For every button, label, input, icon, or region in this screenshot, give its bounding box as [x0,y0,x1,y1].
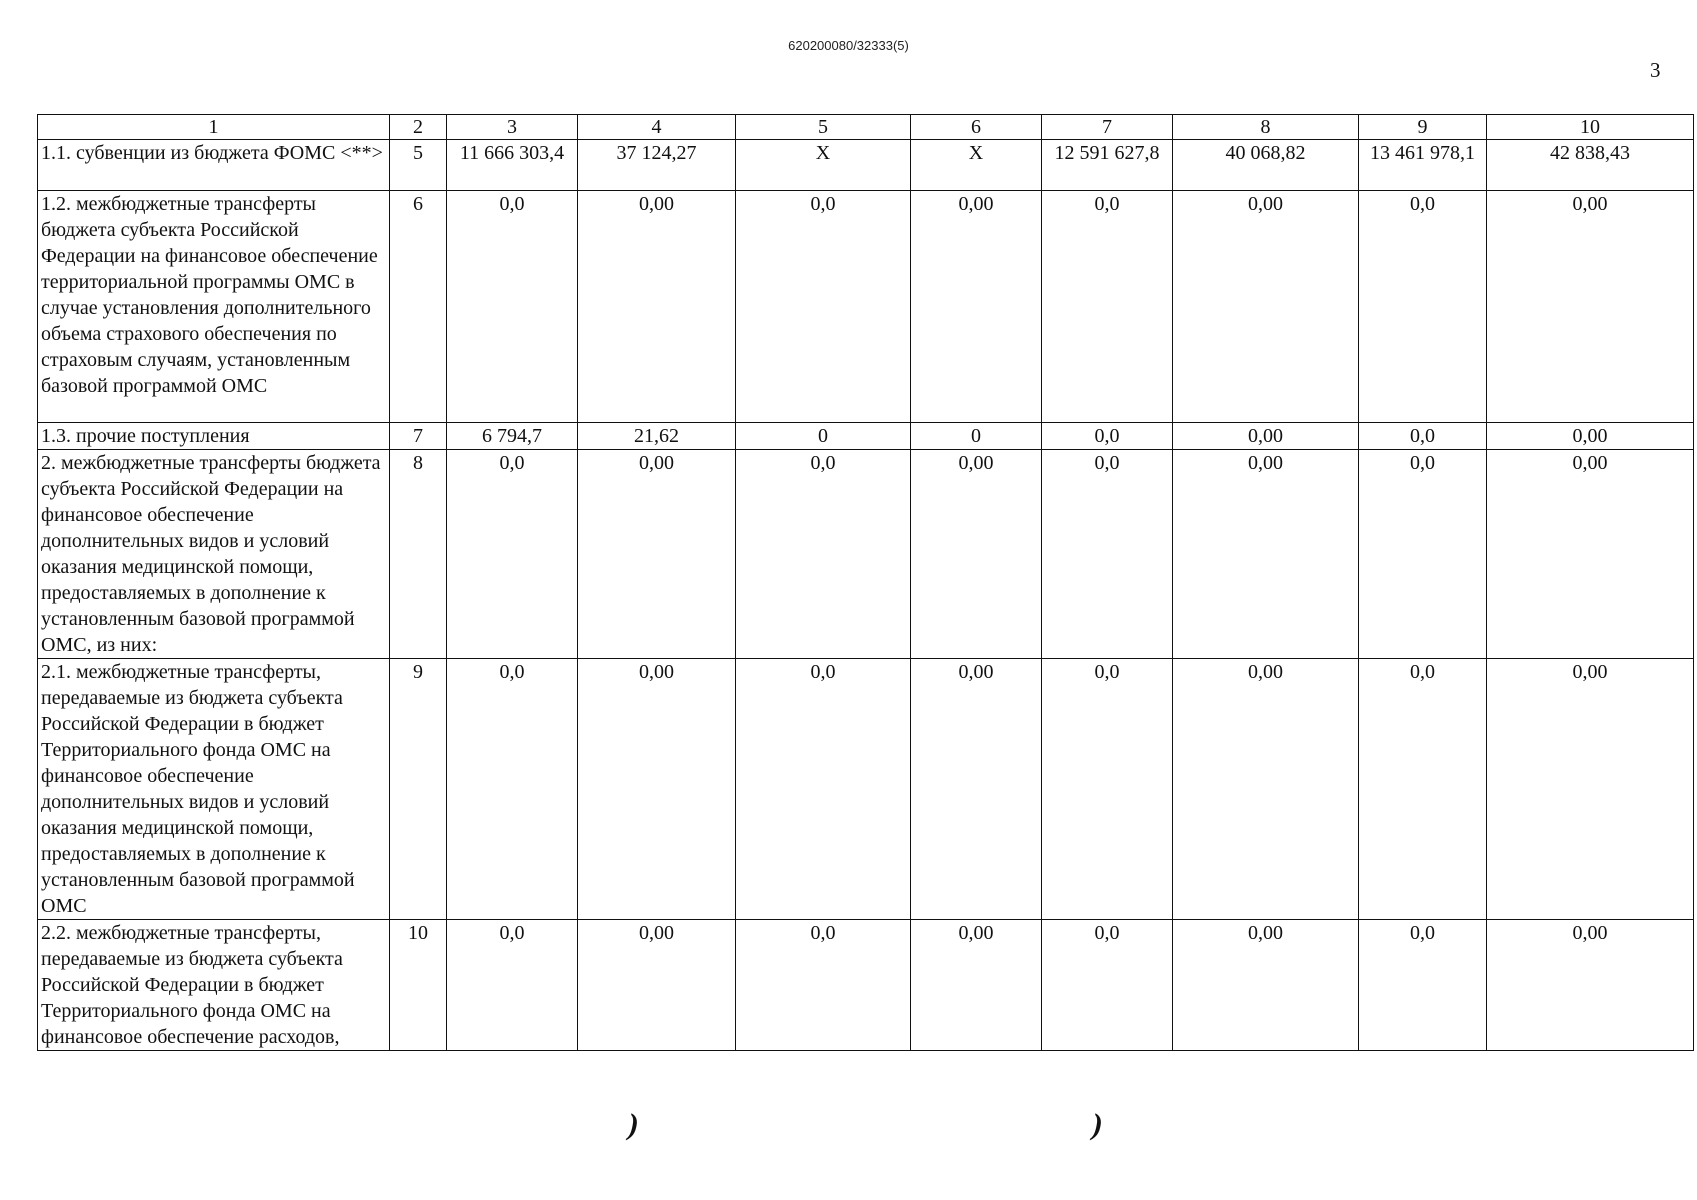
table-cell: 0,0 [1359,423,1487,450]
table-cell: 0,00 [1487,920,1694,1051]
row-description: 1.2. межбюджетные трансферты бюджета субъекта Российской Федерации на финансовое обеспечение территориальной программы ОМС в случае установления дополнительного объема страхового обеспечения по страховым случаям, установленным базовой программой ОМС [38,191,390,423]
row-description: 2.2. межбюджетные трансферты, передаваемые из бюджета субъекта Российской Федерации в бюджет Территориального фонда ОМС на финансовое обеспечение расходов, [38,920,390,1051]
table-cell: 42 838,43 [1487,140,1694,191]
table-cell: 21,62 [578,423,736,450]
row-line-number: 5 [390,140,447,191]
document-id: 620200080/32333(5) [788,38,909,53]
table-cell: 6 794,7 [447,423,578,450]
table-cell: X [736,140,911,191]
table-row [38,920,1694,1051]
financial-table [37,114,1694,1051]
table-cell: 0,0 [736,450,911,659]
table-cell: 0,00 [911,450,1042,659]
row-line-number: 9 [390,659,447,920]
table-cell: 0,0 [1359,920,1487,1051]
row-line-number: 7 [390,423,447,450]
handwritten-mark: ) [624,1108,642,1141]
table-cell: 37 124,27 [578,140,736,191]
table-cell: 0,00 [578,191,736,423]
table-cell: 0,0 [736,920,911,1051]
table-cell: 0,00 [911,191,1042,423]
table-cell: 0,0 [447,659,578,920]
row-description: 2. межбюджетные трансферты бюджета субъекта Российской Федерации на финансовое обеспечение дополнительных видов и условий оказания медицинской помощи, предоставляемых в дополнение к установленным базовой программой ОМС, из них: [38,450,390,659]
table-cell: 0,0 [1042,191,1173,423]
table-cell: 0,0 [1359,450,1487,659]
row-line-number: 8 [390,450,447,659]
table-cell: 0 [736,423,911,450]
table-cell: 0,0 [1042,659,1173,920]
table-row [38,423,1694,450]
column-header: 7 [1042,115,1173,140]
table-cell: 40 068,82 [1173,140,1359,191]
table-cell: 0,00 [1487,659,1694,920]
handwritten-mark: ) [1088,1108,1106,1141]
column-header: 8 [1173,115,1359,140]
table-cell: 0,00 [1487,191,1694,423]
table-row [38,659,1694,920]
row-description: 1.1. субвенции из бюджета ФОМС <**> [38,140,390,191]
table-cell: 0,00 [578,450,736,659]
table-row [38,450,1694,659]
column-header: 6 [911,115,1042,140]
table-cell: 0,0 [1359,191,1487,423]
column-header: 3 [447,115,578,140]
table-cell: 0,0 [447,450,578,659]
table-cell: 0,00 [911,920,1042,1051]
table-cell: 0,0 [447,920,578,1051]
table-cell: 0,00 [1173,450,1359,659]
table-cell: 11 666 303,4 [447,140,578,191]
table-cell: 0,0 [736,659,911,920]
column-number-row [38,115,1694,140]
table-cell: X [911,140,1042,191]
table-cell: 13 461 978,1 [1359,140,1487,191]
table-cell: 0,0 [1042,920,1173,1051]
table-cell: 0 [911,423,1042,450]
table-cell: 0,00 [578,920,736,1051]
row-line-number: 6 [390,191,447,423]
table-cell: 0,00 [911,659,1042,920]
table-cell: 0,00 [1173,423,1359,450]
row-description: 1.3. прочие поступления [38,423,390,450]
table-cell: 0,0 [1042,450,1173,659]
table-cell: 0,0 [736,191,911,423]
table-cell: 0,00 [1173,659,1359,920]
page-number: 3 [1650,58,1661,82]
column-header: 1 [38,115,390,140]
table-cell: 0,00 [1173,920,1359,1051]
table-cell: 12 591 627,8 [1042,140,1173,191]
table-cell: 0,00 [578,659,736,920]
column-header: 5 [736,115,911,140]
column-header: 4 [578,115,736,140]
table-row [38,140,1694,191]
column-header: 10 [1487,115,1694,140]
column-header: 2 [390,115,447,140]
table-cell: 0,00 [1173,191,1359,423]
row-line-number: 10 [390,920,447,1051]
table-cell: 0,0 [447,191,578,423]
table-cell: 0,0 [1042,423,1173,450]
row-description: 2.1. межбюджетные трансферты, передаваемые из бюджета субъекта Российской Федерации в бюджет Территориального фонда ОМС на финансовое обеспечение дополнительных видов и условий оказания медицинской помощи, предоставляемых в дополнение к установленным базовой программой ОМС [38,659,390,920]
table-row [38,191,1694,423]
table-cell: 0,0 [1359,659,1487,920]
column-header: 9 [1359,115,1487,140]
table-cell: 0,00 [1487,423,1694,450]
table-cell: 0,00 [1487,450,1694,659]
